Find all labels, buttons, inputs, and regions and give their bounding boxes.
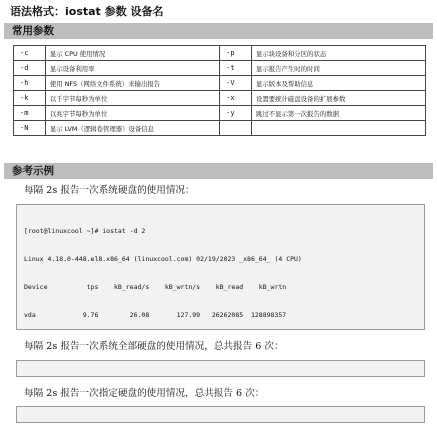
table-row — [14, 61, 426, 76]
code-block — [16, 360, 425, 377]
option-cell: -k — [14, 91, 46, 106]
table-row — [14, 46, 426, 61]
table-row — [14, 91, 426, 106]
description-cell — [251, 121, 425, 136]
option-cell — [220, 121, 252, 136]
code-line: [root@linuxcool ~]# iostat -d 2 — [24, 226, 146, 235]
option-cell: -y — [220, 106, 252, 121]
description-cell: 显示 LVM（逻辑卷管理器）设备信息 — [45, 121, 219, 136]
description-cell: 使用 NFS（网络文件系统）来输出报告 — [45, 76, 219, 91]
table-row — [14, 76, 426, 91]
example-description: 每隔 2s 报告一次系统硬盘的使用情况： — [24, 185, 195, 196]
description-cell: 显示报告产生时的时间 — [251, 61, 425, 76]
table-row — [14, 121, 426, 136]
option-cell: -c — [14, 46, 46, 61]
option-cell: -d — [14, 61, 46, 76]
option-cell: -m — [14, 106, 46, 121]
params-table — [13, 45, 426, 136]
code-block — [16, 406, 425, 423]
option-cell: -h — [14, 76, 46, 91]
description-cell: 显示设备利用率 — [45, 61, 219, 76]
example-description: 每隔 2s 报告一次指定硬盘的使用情况，总共报告 6 次： — [24, 388, 265, 399]
option-cell: -N — [14, 121, 46, 136]
code-line: Linux 4.18.0-448.el8.x86_64 (linuxcool.com) 02/19/2023 _x86_64_ (4 CPU) — [24, 254, 302, 263]
description-cell: 设置要统计磁盘设备的扩展参数 — [251, 91, 425, 106]
code-block — [16, 204, 425, 330]
option-cell: -t — [220, 61, 252, 76]
table-row — [14, 106, 426, 121]
option-cell: -V — [220, 76, 252, 91]
description-cell: 显示版本及帮助信息 — [251, 76, 425, 91]
description-cell: 跳过不显示第一次报告的数据 — [251, 106, 425, 121]
syntax-line: 语法格式：iostat 参数 设备名 — [10, 5, 164, 18]
example-description: 每隔 2s 报告一次系统全部硬盘的使用情况，总共报告 6 次： — [24, 341, 284, 352]
description-cell: 显示块设备和分区的状态 — [251, 46, 425, 61]
option-cell: -p — [220, 46, 252, 61]
description-cell: 以兆字节每秒为单位 — [45, 106, 219, 121]
code-line: vda 9.76 26.08 127.99 26262085 128898357 — [24, 310, 287, 319]
description-cell: 显示 CPU 使用情况 — [45, 46, 219, 61]
option-cell: -x — [220, 91, 252, 106]
code-line: Device tps kB_read/s kB_wrtn/s kB_read kB_wrtn — [24, 282, 287, 291]
section-header-params: 常用参数 — [4, 23, 433, 39]
section-header-examples: 参考示例 — [4, 163, 433, 179]
description-cell: 以千字节每秒为单位 — [45, 91, 219, 106]
